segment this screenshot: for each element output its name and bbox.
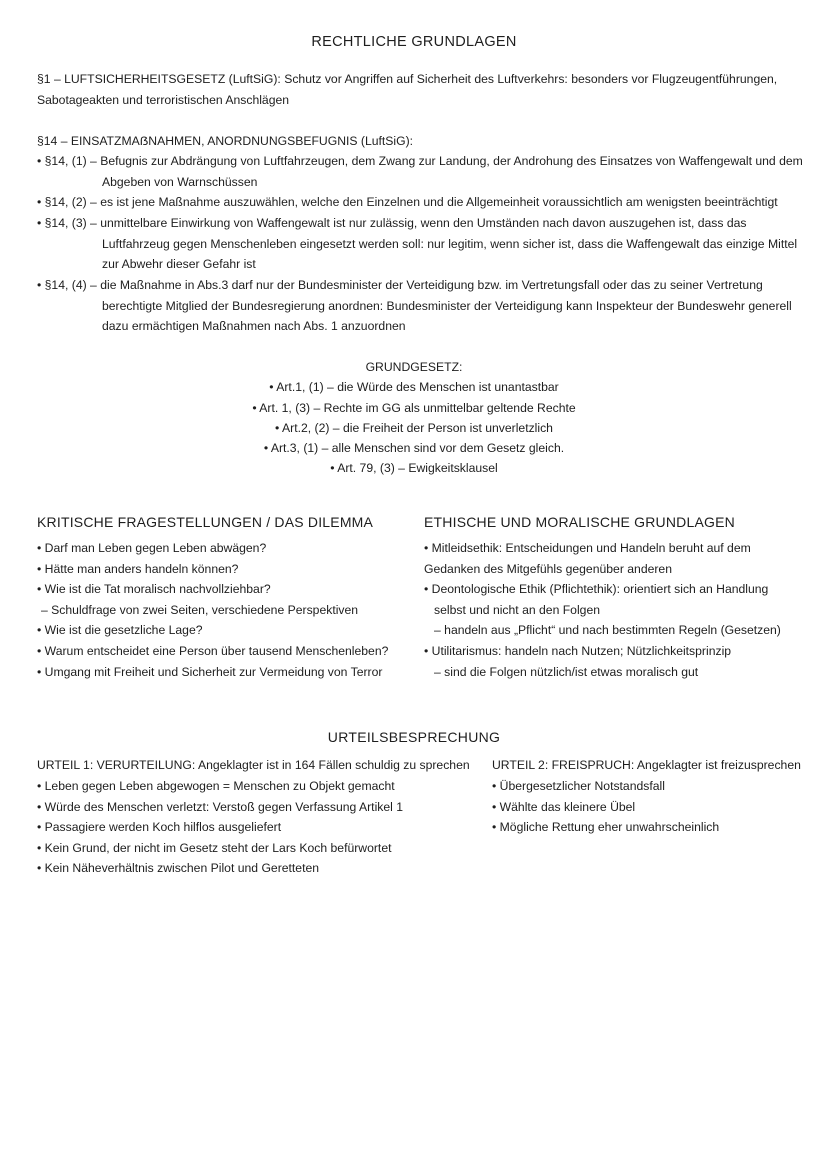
- s14-item-3: [37, 213, 797, 275]
- ethik-list: [424, 538, 781, 682]
- s14-item-2-line-1: • §14, (2) – es ist jene Maßnahme auszuwählen, welche den Einzelnen und die Allgemeinheit voraussichtlich am wenigsten beeinträchtigt: [37, 195, 778, 209]
- grundgesetz-item: • Art.3, (1) – alle Menschen sind vor dem Gesetz gleich.: [263, 441, 565, 456]
- s14-item-4-line-3: dazu ermächtigen Maßnahmen nach Abs. 1 anzuordnen: [102, 319, 406, 334]
- urteil-1-item: • Kein Näheverhältnis zwischen Pilot und Geretteten: [37, 861, 320, 876]
- ethik-item-cont: Gedanken des Mitgefühls gegenüber anderen: [424, 561, 672, 576]
- urteil-2-item: • Wählte das kleinere Übel: [492, 799, 636, 814]
- ethik-item: • Utilitarismus: handeln nach Nutzen; Nützlichkeitsprinzip: [424, 643, 732, 658]
- grundgesetz-item: • Art. 1, (3) – Rechte im GG als unmittelbar geltende Rechte: [252, 400, 576, 415]
- s14-item-1-line-2: Abgeben von Warnschüssen: [102, 174, 258, 189]
- page-title: RECHTLICHE GRUNDLAGEN: [311, 34, 517, 50]
- urteil-2-list: [492, 776, 719, 838]
- urteil-1-item: • Kein Grund, der nicht im Gesetz steht der Lars Koch befürwortet: [37, 840, 392, 855]
- ethik-subitem: – sind die Folgen nützlich/ist etwas moralisch gut: [434, 664, 699, 679]
- kritisch-item: • Hätte man anders handeln können?: [37, 561, 239, 576]
- ethik-heading: ETHISCHE UND MORALISCHE GRUNDLAGEN: [424, 514, 735, 530]
- s14-item-2: [37, 192, 778, 213]
- grundgesetz-item: • Art.2, (2) – die Freiheit der Person ist unverletzlich: [275, 420, 553, 435]
- urteil-1-list: [37, 776, 403, 879]
- ethik-item: • Mitleidsethik: Entscheidungen und Handeln beruht auf dem: [424, 541, 751, 555]
- urteil-heading: URTEILSBESPRECHUNG: [327, 729, 501, 745]
- s14-item-4-line-1: • §14, (4) – die Maßnahme in Abs.3 darf nur der Bundesminister der Verteidigung bzw. im Vertretungsfall oder das zu seiner Vertretung: [37, 278, 763, 292]
- grundgesetz-block: [0, 357, 828, 479]
- s14-item-3-line-3: zur Abwehr dieser Gefahr ist: [102, 257, 256, 272]
- kritisch-heading: KRITISCHE FRAGESTELLUNGEN / DAS DILEMMA: [37, 514, 374, 530]
- s14-heading: §14 – EINSATZMAẞNAHMEN, ANORDNUNGSBEFUGNIS (LuftSiG):: [37, 134, 414, 148]
- kritisch-item: • Wie ist die Tat moralisch nachvollziehbar?: [37, 582, 271, 597]
- urteil-1-item: • Leben gegen Leben abgewogen = Menschen zu Objekt gemacht: [37, 779, 395, 793]
- urteil-2-heading: URTEIL 2: FREISPRUCH: Angeklagter ist freizusprechen: [492, 758, 801, 772]
- s1-line-2: Sabotageakten und terroristischen Anschlägen: [37, 93, 290, 107]
- urteil-2-item: • Übergesetzlicher Notstandsfall: [492, 779, 665, 793]
- s14-item-3-line-1: • §14, (3) – unmittelbare Einwirkung von Waffengewalt ist nur zulässig, wenn den Umständen nach davon auszugehen ist, dass das: [37, 216, 747, 230]
- s14-item-4: [37, 275, 792, 337]
- grundgesetz-item: • Art.1, (1) – die Würde des Menschen ist unantastbar: [269, 380, 559, 395]
- urteil-1-heading: URTEIL 1: VERURTEILUNG: Angeklagter ist in 164 Fällen schuldig zu sprechen: [37, 758, 470, 772]
- grundgesetz-item: • Art. 79, (3) – Ewigkeitsklausel: [330, 461, 498, 476]
- kritisch-list: [37, 538, 388, 682]
- s14-item-3-line-2: Luftfahrzeug gegen Menschenleben eingesetzt werden soll: nur legitim, wenn sicher ist, dass die Waffengewalt das einzige Mittel: [102, 236, 798, 251]
- ethik-item-cont: selbst und nicht an den Folgen: [434, 602, 601, 617]
- s14-item-1-line-1: • §14, (1) – Befugnis zur Abdrängung von Luftfahrzeugen, dem Zwang zur Landung, der Androhung des Einsatzes von Waffengewalt und dem: [37, 154, 803, 168]
- urteil-2-item: • Mögliche Rettung eher unwahrscheinlich: [492, 820, 720, 835]
- kritisch-item: • Warum entscheidet eine Person über tausend Menschenleben?: [37, 643, 389, 658]
- kritisch-item: • Umgang mit Freiheit und Sicherheit zur Vermeidung von Terror: [37, 664, 383, 679]
- kritisch-item: • Wie ist die gesetzliche Lage?: [37, 623, 203, 638]
- grundgesetz-heading: GRUNDGESETZ:: [365, 360, 463, 374]
- ethik-subitem: – handeln aus „Pflicht“ und nach bestimmten Regeln (Gesetzen): [434, 623, 781, 638]
- s14-item-1: [37, 151, 803, 192]
- kritisch-subitem: – Schuldfrage von zwei Seiten, verschiedene Perspektiven: [41, 602, 359, 617]
- ethik-item: • Deontologische Ethik (Pflichtethik): orientiert sich an Handlung: [424, 582, 769, 597]
- urteil-1-item: • Passagiere werden Koch hilflos ausgeliefert: [37, 820, 282, 835]
- kritisch-item: • Darf man Leben gegen Leben abwägen?: [37, 541, 267, 555]
- s14-item-4-line-2: berechtigte Mitglied der Bundesregierung anordnen: Bundesminister der Verteidigung kann Inspekteur der Bundeswehr generell: [102, 298, 792, 313]
- urteil-1-item: • Würde des Menschen verletzt: Verstoß gegen Verfassung Artikel 1: [37, 799, 404, 814]
- s1-line-1: §1 – LUFTSICHERHEITSGESETZ (LuftSiG): Schutz vor Angriffen auf Sicherheit des Luftverkehrs: besonders vor Flugzeugentführungen,: [37, 72, 778, 86]
